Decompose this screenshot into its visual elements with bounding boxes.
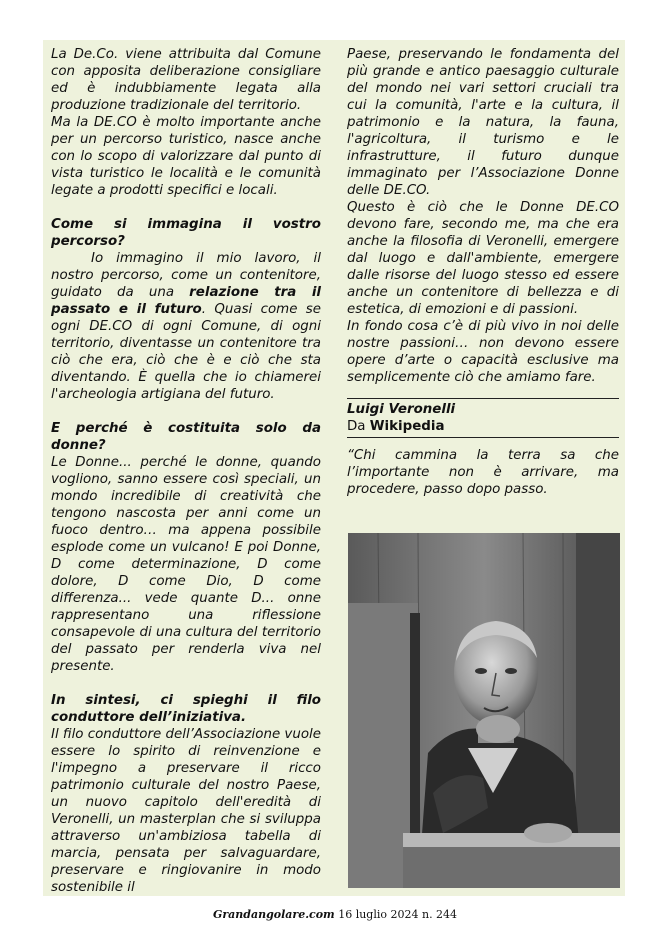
answer-paragraph: Le Donne... perché le donne, quando vogliono, sanno essere così speciali, un mondo incredibile di creatività che tengono nascosta per anni come un fuoco dentro… ma appena possibile esplode come un vulcano! E poi Donne, D come determinazione, D come dolore, D come Dio, D come differenza... vede quante D... onne rappresentano una riflessione consapevole di una cultura del territorio del passato per renderla viva nel presente. bbox=[51, 455, 321, 674]
divider bbox=[347, 398, 619, 399]
paragraph: Paese, preservando le fondamenta del più grande e antico paesaggio culturale del mondo nei vari settori cruciali tra cui la comunità, l'arte e la cultura, il patrimonio e la natura, la fauna, l'agricoltura, il turismo e le infrastrutture, il futuro dunque immaginato per l’Associazione Donne delle DE.CO. bbox=[347, 47, 619, 198]
caption-source-prefix: Da bbox=[347, 419, 370, 434]
page-footer bbox=[0, 908, 670, 921]
right-column bbox=[347, 46, 619, 498]
portrait-illustration bbox=[348, 533, 620, 888]
caption-source bbox=[347, 418, 619, 435]
answer-highlight: relazione tra il passato e il futuro bbox=[51, 285, 321, 317]
footer-issue: 16 luglio 2024 n. 244 bbox=[334, 908, 458, 921]
paragraph: In fondo cosa c’è di più vivo in noi delle nostre passioni… non devono essere opere d’arte o capacità esclusive ma semplicemente ciò che amiamo fare. bbox=[347, 319, 619, 385]
footer-site: Grandangolare.com bbox=[212, 908, 335, 921]
question-heading: Come si immagina il vostro percorso? bbox=[51, 217, 321, 249]
question-heading: E perché è costituita solo da donne? bbox=[51, 421, 321, 453]
article-panel bbox=[43, 40, 625, 896]
caption-name: Luigi Veronelli bbox=[347, 402, 456, 417]
answer-text: Io immagino il mio lavoro, il nostro percorso, come un contenitore, guidato da una bbox=[51, 251, 321, 300]
answer-paragraph bbox=[51, 250, 321, 403]
answer-text: . Quasi come se ogni DE.CO di ogni Comune, di ogni territorio, diventasse un contenitore tra ciò che era, ciò che è e ciò che sta diventando. È quella che io chiamerei l'archeologia artigiana del futuro. bbox=[51, 302, 321, 402]
paragraph: Questo è ciò che le Donne DE.CO devono fare, secondo me, ma che era anche la filosofia di Veronelli, emergere dal luogo e dall'ambiente, emergere dalle risorse del luogo stesso ed essere anche un contenitore di bellezza e di estetica, di emozioni e di passioni. bbox=[347, 200, 619, 317]
paragraph: Ma la DE.CO è molto importante anche per un percorso turistico, nasce anche con lo scopo di valorizzare dal punto di vista turistico le località e le comunità legate a prodotti specifici e locali. bbox=[51, 115, 321, 198]
portrait-photo bbox=[348, 533, 620, 888]
left-column bbox=[51, 46, 321, 896]
question-heading: In sintesi, ci spieghi il filo conduttore dell’iniziativa. bbox=[51, 693, 321, 725]
answer-paragraph: Il filo conduttore dell’Associazione vuole essere lo spirito di reinvenzione e l'impegno a preservare il ricco patrimonio culturale del nostro Paese, un nuovo capitolo dell'eredità di Veronelli, un masterplan che si sviluppa attraverso un'ambiziosa tabella di marcia, pensata per salvaguardare, preservare e ringiovanire in modo sostenibile il bbox=[51, 727, 321, 895]
paragraph: La De.Co. viene attribuita dal Comune con apposita deliberazione consigliare ed è indubbiamente legata alla produzione tradizionale del territorio. bbox=[51, 47, 321, 113]
caption-source-name: Wikipedia bbox=[369, 419, 445, 434]
quote: “Chi cammina la terra sa che l’importante non è arrivare, ma procedere, passo dopo passo. bbox=[347, 448, 619, 497]
